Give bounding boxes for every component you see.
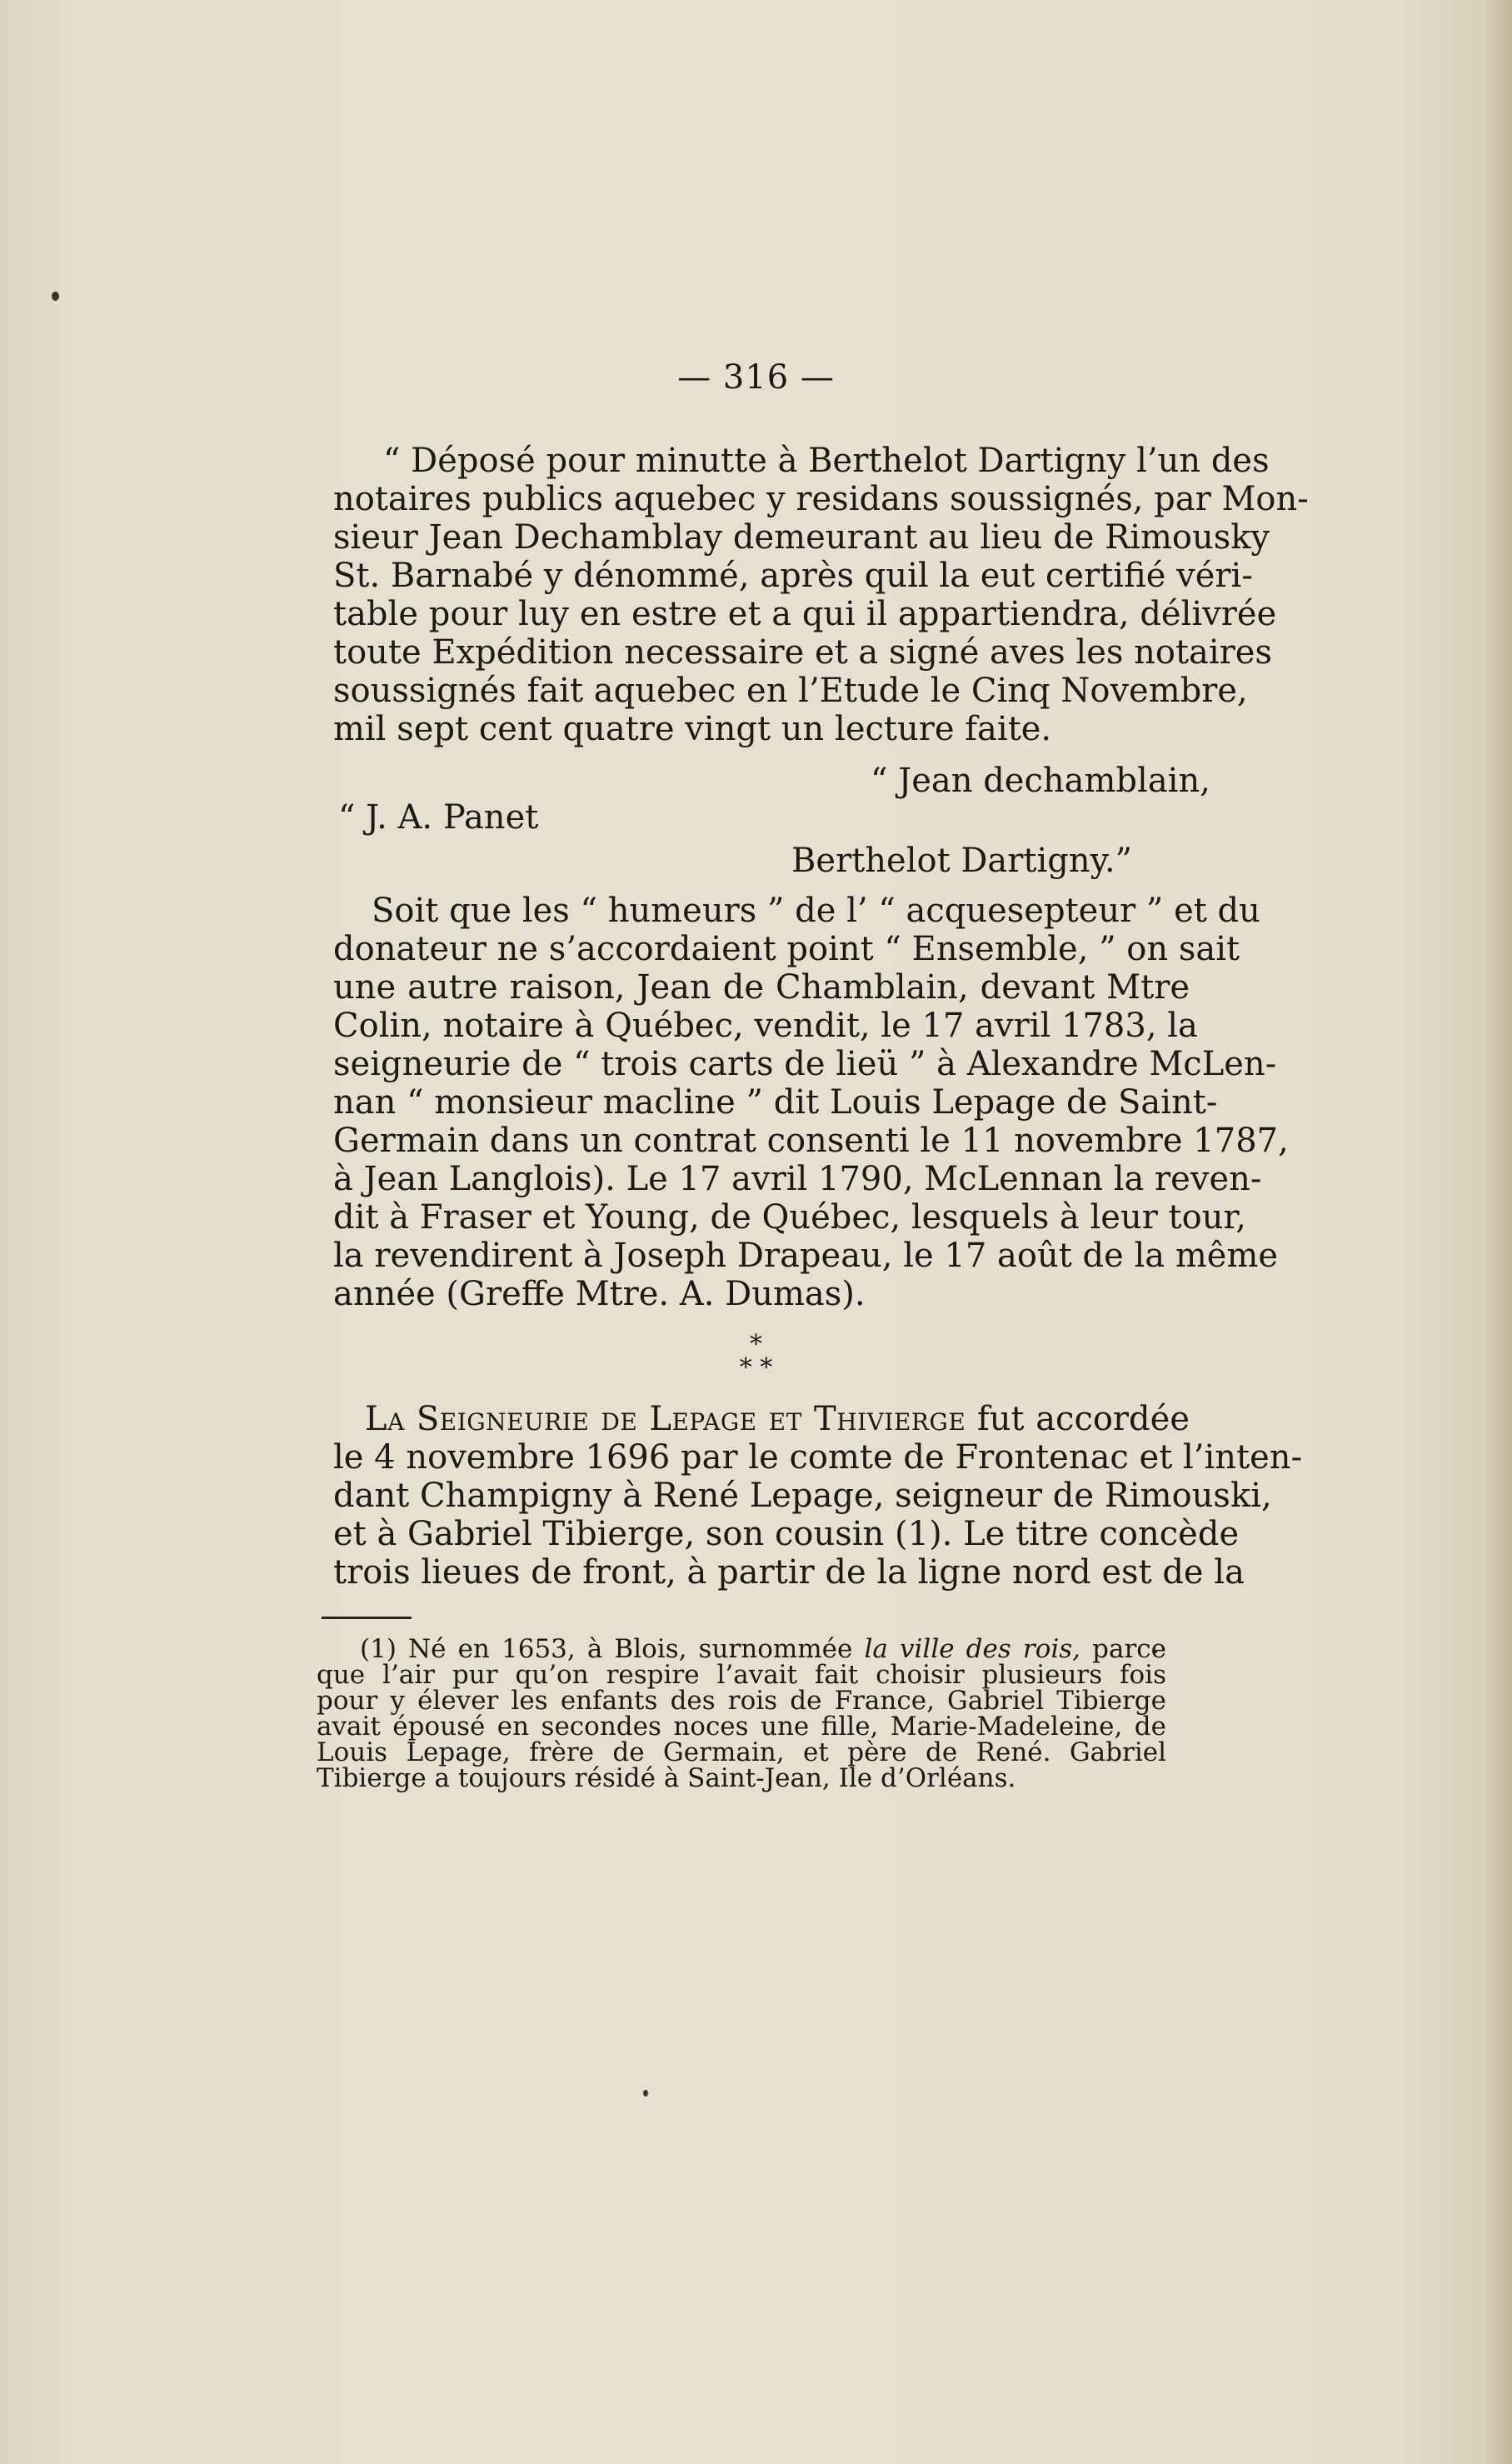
text-line: le 4 novembre 1696 par le comte de Frontenac et l’inten-	[333, 1438, 1303, 1477]
text-line: nan “ monsieur macline ” dit Louis Lepage de Saint-	[333, 1083, 1218, 1122]
footnote-line: Tibierge a toujours résidé à Saint-Jean, Ile d’Orléans.	[317, 1763, 1016, 1793]
text-line: Colin, notaire à Québec, vendit, le 17 avril 1783, la	[333, 1007, 1198, 1045]
text-line: notaires publics aquebec y residans soussignés, par Mon-	[333, 480, 1309, 518]
asterism-bottom: * *	[739, 1353, 773, 1382]
asterism-separator	[0, 1330, 1512, 1382]
text-line: seigneurie de “ trois carts de lieü ” à Alexandre McLen-	[333, 1045, 1277, 1083]
footnote-line: pour y élever les enfants des rois de France, Gabriel Tibierge	[317, 1686, 1166, 1716]
ink-speck	[643, 2090, 648, 2097]
text-line	[333, 1400, 1190, 1438]
text-line: sieur Jean Dechamblay demeurant au lieu de Rimousky	[333, 518, 1270, 557]
section-heading: La Seigneurie de Lepage et Thivierge	[365, 1400, 966, 1438]
text-line: toute Expédition necessaire et a signé aves les notaires	[333, 633, 1272, 672]
text-line: et à Gabriel Tibierge, son cousin (1). Le titre concède	[333, 1515, 1240, 1553]
footnote-line: que l’air pur qu’on respire l’avait fait choisir plusieurs fois	[317, 1660, 1166, 1690]
text-line: dant Champigny à René Lepage, seigneur de Rimouski,	[333, 1477, 1272, 1515]
text-line: dit à Fraser et Young, de Québec, lesquels à leur tour,	[333, 1198, 1246, 1237]
text-line: à Jean Langlois). Le 17 avril 1790, McLennan la reven-	[333, 1160, 1262, 1198]
text-line: Germain dans un contrat consenti le 11 novembre 1787,	[333, 1122, 1289, 1160]
history-paragraph	[333, 892, 1289, 1313]
footnote-end: parce	[1092, 1634, 1167, 1664]
text-line: soussignés fait aquebec en l’Etude le Cinq Novembre,	[333, 672, 1248, 710]
deposit-paragraph	[333, 442, 1309, 748]
footnote-line: avait épousé en secondes noces une fille, Marie-Madeleine, de	[317, 1712, 1166, 1742]
footnote-italic: la ville des rois,	[864, 1634, 1081, 1664]
signature-berthelot: Berthelot Dartigny.”	[791, 842, 1133, 880]
footnote-start: (1) Né en 1653, à Blois, surnommée	[360, 1634, 853, 1664]
footnote	[317, 1634, 1167, 1793]
ink-speck	[52, 292, 59, 301]
seigneurie-paragraph	[333, 1400, 1303, 1592]
footnote-rule	[322, 1617, 412, 1619]
text-line: “ Déposé pour minutte à Berthelot Dartigny l’un des	[383, 442, 1270, 480]
text-line: année (Greffe Mtre. A. Dumas).	[333, 1275, 866, 1313]
footnote-line: Louis Lepage, frère de Germain, et père de René. Gabriel	[317, 1737, 1166, 1767]
asterism-top: *	[750, 1330, 762, 1359]
text-line: une autre raison, Jean de Chamblain, devant Mtre	[333, 968, 1190, 1007]
text-line: Soit que les “ humeurs ” de l’ “ acquesepteur ” et du	[372, 892, 1260, 930]
footnote-line	[317, 1634, 1167, 1664]
text-line: trois lieues de front, à partir de la ligne nord est de la	[333, 1553, 1245, 1592]
text-line: donateur ne s’accordaient point “ Ensemble, ” on sait	[333, 930, 1240, 968]
text-line: St. Barnabé y dénommé, après quil la eut certifié véri-	[333, 557, 1253, 595]
text-line: mil sept cent quatre vingt un lecture faite.	[333, 710, 1052, 748]
text-line: table pour luy en estre et a qui il appartiendra, délivrée	[333, 595, 1277, 633]
signature-panet: “ J. A. Panet	[338, 798, 539, 837]
heading-continuation: fut accordée	[976, 1400, 1190, 1438]
signature-dechamblain: “ Jean dechamblain,	[871, 762, 1210, 800]
text-line: la revendirent à Joseph Drapeau, le 17 août de la même	[333, 1237, 1279, 1275]
page-number: — 316 —	[677, 358, 835, 397]
